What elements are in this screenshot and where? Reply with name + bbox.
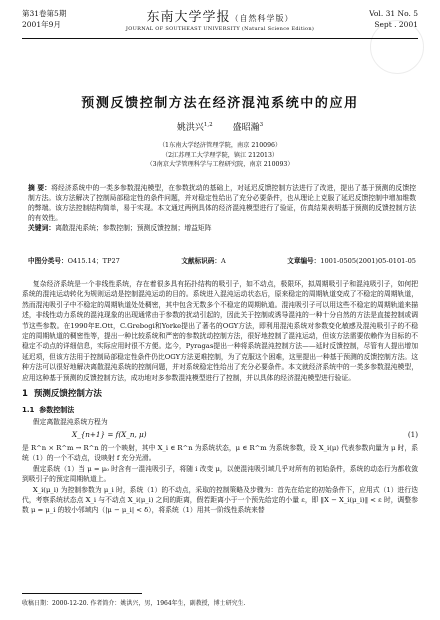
journal-header [22,6,418,52]
doc-code-value: A [220,257,226,265]
subsection-1-1-title: 参数控制法 [39,406,75,414]
journal-title [22,6,418,25]
section-1-number: 1 [22,389,28,399]
assumption-paragraph: 假定系统（1）当 μ = μ₀ 时含有一混沌吸引子，将随 i 改变 μ，以使混沌吸引域几乎对所有的初始条件，系统的动态行为都收敛到吸引子的预定周期轨道上。 [22,464,418,484]
clc-group [28,255,120,265]
affiliations [0,141,440,170]
affiliation-2: （2江苏理工大学理学院，镇江 212013） [161,151,279,159]
volume-en: Vol. 31 No. 5 [369,9,418,18]
subsection-1-1-heading [22,405,74,415]
affiliation-1: （1东南大学经济管理学院，南京 210096） [158,142,282,149]
watermark-stamp [370,20,424,74]
footnote-rule [22,593,142,594]
clc-value: O415.14；TP27 [67,257,120,265]
journal-name-cn: 东南大学学报 [146,10,231,25]
classification-line [28,255,416,265]
author-1-name: 姚洪兴 [176,123,204,133]
clc-label: 中图分类号： [28,257,68,265]
section-1-heading [22,387,102,399]
article-number-label: 文章编号： [287,257,321,265]
subsection-1-1-number: 1.1 [22,406,35,414]
keywords-text: 离散混沌系统；参数控制；预测反馈控制；增益矩阵 [55,224,212,233]
model-intro-paragraph: 假定离散混沌系统方程为 [32,418,108,426]
equation-1-number: (1) [407,430,418,439]
article-number-group [287,255,416,265]
journal-name-en: JOURNAL OF SOUTHEAST UNIVERSITY (Natural Science Edition) [125,26,315,32]
doc-code-label: 文献标识码： [181,257,221,265]
equation-1-text: X_{n+1} = f(X_n, μ) [72,430,147,439]
date-cn: 2001年9月 [22,20,61,29]
volume-cn: 第31卷第5期 [22,9,67,18]
footnote: 收稿日期：2000-12-20. 作者简介：姚洪兴，男，1964年生，副教授，博士研究生. [22,600,246,607]
author-2-name: 盛昭瀚 [232,123,260,133]
journal-edition-cn: （自然科学版） [230,14,294,23]
abstract-label: 摘 要： [28,184,52,192]
equation-1-description: 是 R^n × R^m → R^n 的一个映射，其中 X_i ∈ R^n 为系统状态，μ ∈ R^m 为系统参数，设 X_i(μ) 代表参数向量为 μ 时，系统（1）的一个不动点，设映射 f 充分光滑。 [22,444,418,463]
abstract-block [28,183,416,233]
article-number-value: 1001-0505(2001)05-0101-05 [320,257,416,265]
keywords [28,223,416,233]
intro-paragraph: 复杂经济系统是一个非线性系统，存在着很多具有拓扑结构的吸引子，如不动点，极限环，拟周期吸引子和混沌吸引子，如何把系统的混沌运动转化为规则运动是控制混沌运动的目的。系统进入混沌运动状态后，原来稳定的周期轨道变成了不稳定的周期轨道，然而混沌吸引子中不稳定的周期轨道处处稠密，其中包含无数多个不稳定的周期轨道。混沌吸引子可以用这些不稳定的周期轨道来描述，非线性动力系统的混沌现象的出现通常由于参数的扰动引起的，因此关于控制或诱导混沌的一种十分自然的方法是直接控制或调节这些参数。在1990年E.Ott，C.Grebogi和Yorke提出了著名的OGY方法，即利用混沌系统对参数变化敏感及混沌吸引子的不稳定的周期轨道的稠密性等，提出一种比较系统和严密的参数扰动控制方法，很好地控制了混沌运动，但该方法需要依赖作为目标的不稳定不动点的详细信息，实际应用时很不方便。迄今，Pyragas提出一种将系统混沌控制方法——延时反馈控制，尽管有人提出增加延迟项，但该方法用于控制局部稳定性条件仍比OGY方法更难控制，为了克服这个困难，这里提出一种基于预测的反馈控制方法。这种方法可以很好地解决离散混沌系统的控制问题，并对系统稳定性给出了充分必要条件。本文就经济系统中的一类多参数混沌模型，应用这种基于预测的反馈控制方法，成功地对多参数混沌模型进行了控制，并以具体的经济混沌模型进行验证。 [22,280,418,382]
author-2-affil: 3 [259,122,264,128]
date-en: Sept . 2001 [374,20,418,29]
doc-code-group [181,255,225,265]
equation-1 [22,430,418,439]
section-1-1-body [22,417,418,427]
header-rule [22,38,418,39]
section-1-1-body-2 [22,443,418,516]
affiliation-3: （3南京大学管理科学与工程研究院，南京 210093） [146,161,294,168]
author-1-affil: 1,2 [203,122,213,128]
section-1-title: 预测反馈控制方法 [33,389,102,399]
abstract [28,183,416,223]
author-line [0,120,440,133]
control-strategy-paragraph: X_i(μ_i) 为控制参数为 μ_i 时，系统（1）的不动点，采取的控制策略及步骤为：首先在给定的初始条件下，应用式（1）进行迭代，考察系统状态点 X_i 与不动点 X_i(μ_i) 之间的距离，假若距离小于一个预先给定的小量 ε，即 ‖X − X_i(μ_i)‖ < ε 时，调整参数 μ = μ_i 的较小邻域内（|μ − μ_i| < δ），将系统（1）用其一阶线性系统来替 [22,485,418,515]
header-center [22,6,418,32]
keywords-label: 关键词： [28,224,56,233]
introduction [22,279,418,383]
paper-title: 预测反馈控制方法在经济混沌系统中的应用 [81,96,359,111]
abstract-text: 将经济系统中的一类多参数混沌模型，在参数扰动的基础上，对延迟反馈控制方法进行了改进，提出了基于预测的反馈控制方法。该方法解决了控制局部稳定性的条件问题，并对稳定性给出了充分必要条件，也从理论上克服了延迟反馈控制中增加维数的弊端。该方法控制结构简单，易于实现。本文通过两例具体的经济混沌模型进行了验证，仿真结果表明基于预测的反馈控制方法的有效性。 [28,184,417,223]
